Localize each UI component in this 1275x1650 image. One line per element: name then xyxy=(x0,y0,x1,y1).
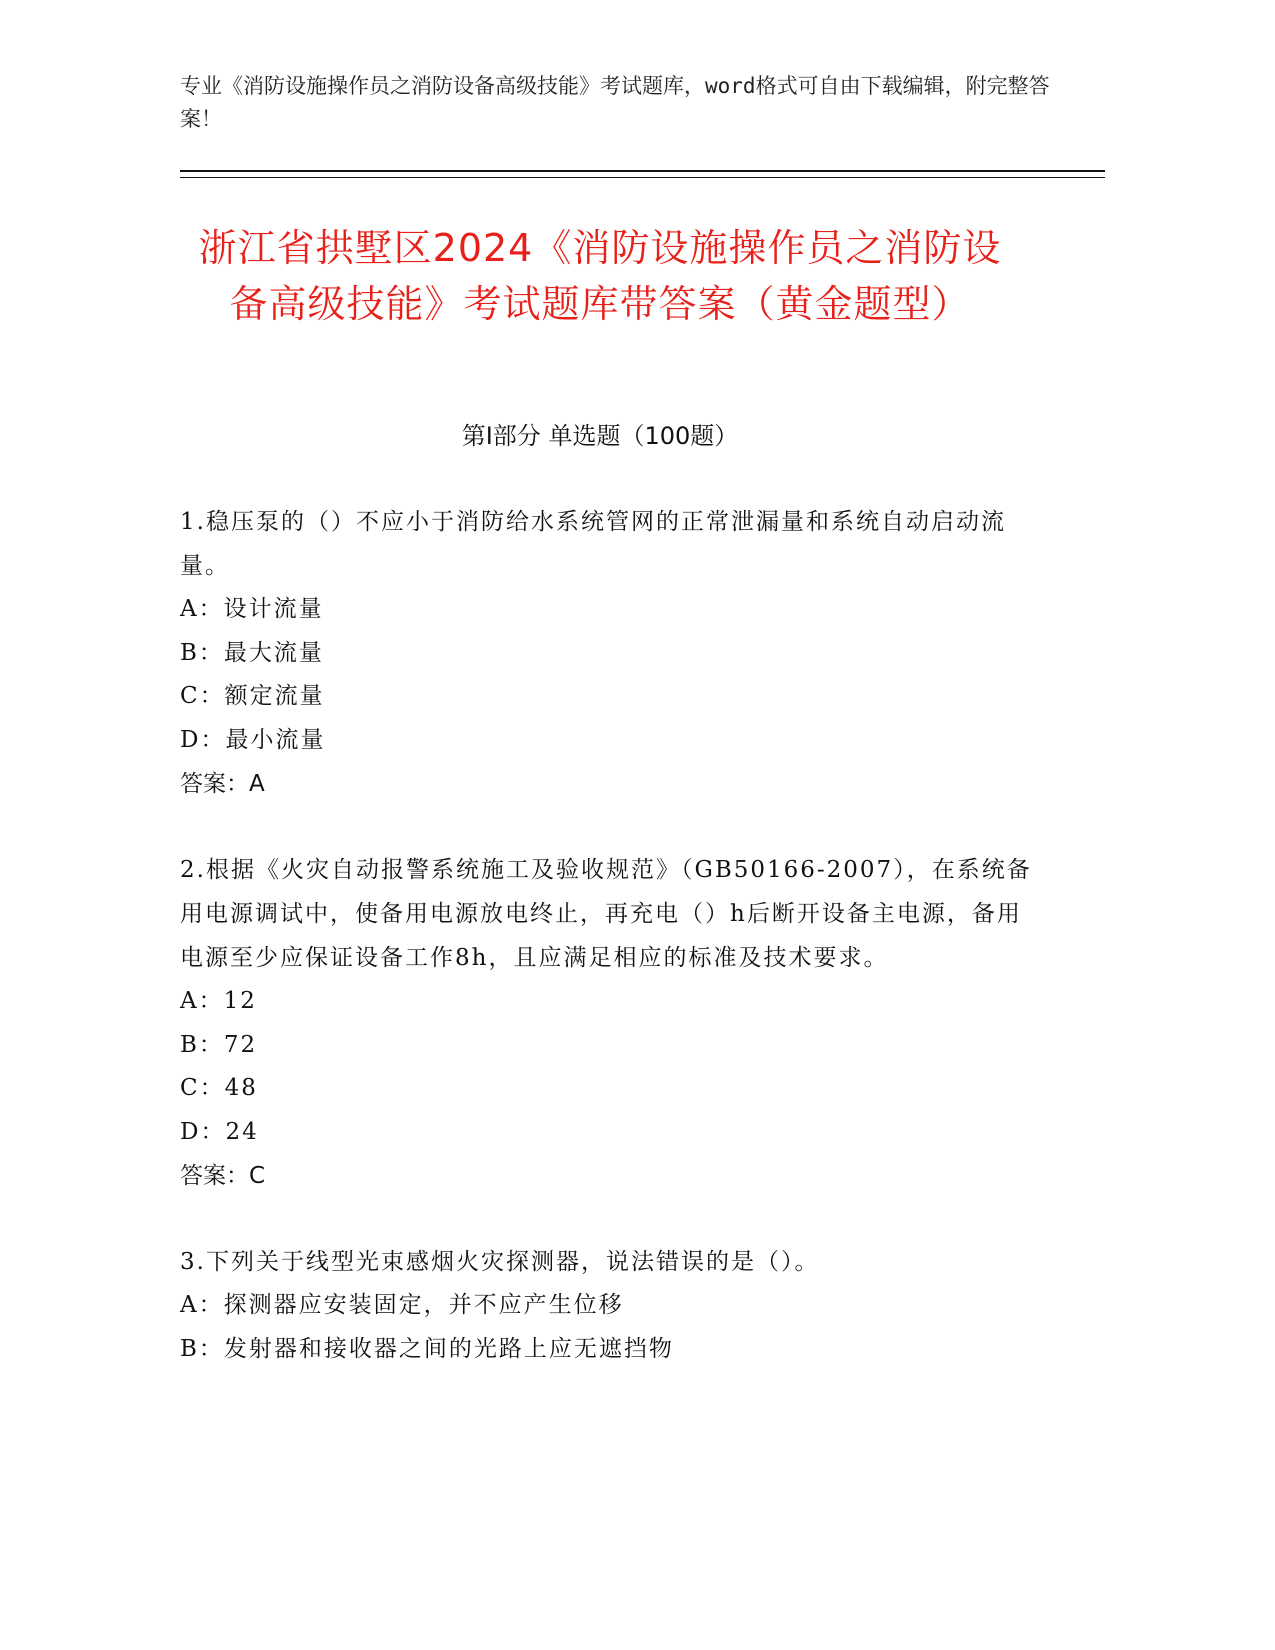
header-divider-thick xyxy=(180,170,1105,172)
document-title: 浙江省拱墅区2024《消防设施操作员之消防设备高级技能》考试题库带答案（黄金题型） xyxy=(198,226,1002,326)
option-c: C：48 xyxy=(180,1075,258,1101)
option-a: A：探测器应安装固定，并不应产生位移 xyxy=(180,1292,624,1318)
option-d: D：24 xyxy=(180,1118,259,1145)
answer-line: 答案：A xyxy=(180,771,265,797)
question-stem: 1.稳压泵的（）不应小于消防给水系统管网的正常泄漏量和系统自动启动流量。 xyxy=(180,509,1006,579)
question-2 xyxy=(180,848,1040,1198)
option-b: B：发射器和接收器之间的光路上应无遮挡物 xyxy=(180,1335,674,1362)
header-divider-thin xyxy=(180,177,1105,178)
question-stem: 3.下列关于线型光束感烟火灾探测器，说法错误的是（）。 xyxy=(180,1249,820,1275)
option-a: A：设计流量 xyxy=(180,596,324,622)
option-b: B：72 xyxy=(180,1031,258,1058)
answer-line: 答案：C xyxy=(180,1163,266,1189)
question-stem: 2.根据《火灾自动报警系统施工及验收规范》（GB50166-2007），在系统备用电源调试中，使备用电源放电终止，再充电（）h后断开设备主电源，备用电源至少应保证设备工作8h，且应满足相应的标准及技术要求。 xyxy=(180,857,1032,971)
question-3 xyxy=(180,1240,1040,1371)
option-b: B：最大流量 xyxy=(180,639,324,666)
option-d: D：最小流量 xyxy=(180,726,326,753)
section-heading: 第Ⅰ部分 单选题（100题） xyxy=(461,422,739,450)
option-a: A：12 xyxy=(180,988,257,1014)
question-list xyxy=(180,500,1040,1413)
header-note: 专业《消防设施操作员之消防设备高级技能》考试题库，word格式可自由下载编辑，附完整答案！ xyxy=(180,74,1050,131)
question-1 xyxy=(180,500,1040,806)
option-c: C：额定流量 xyxy=(180,683,325,709)
